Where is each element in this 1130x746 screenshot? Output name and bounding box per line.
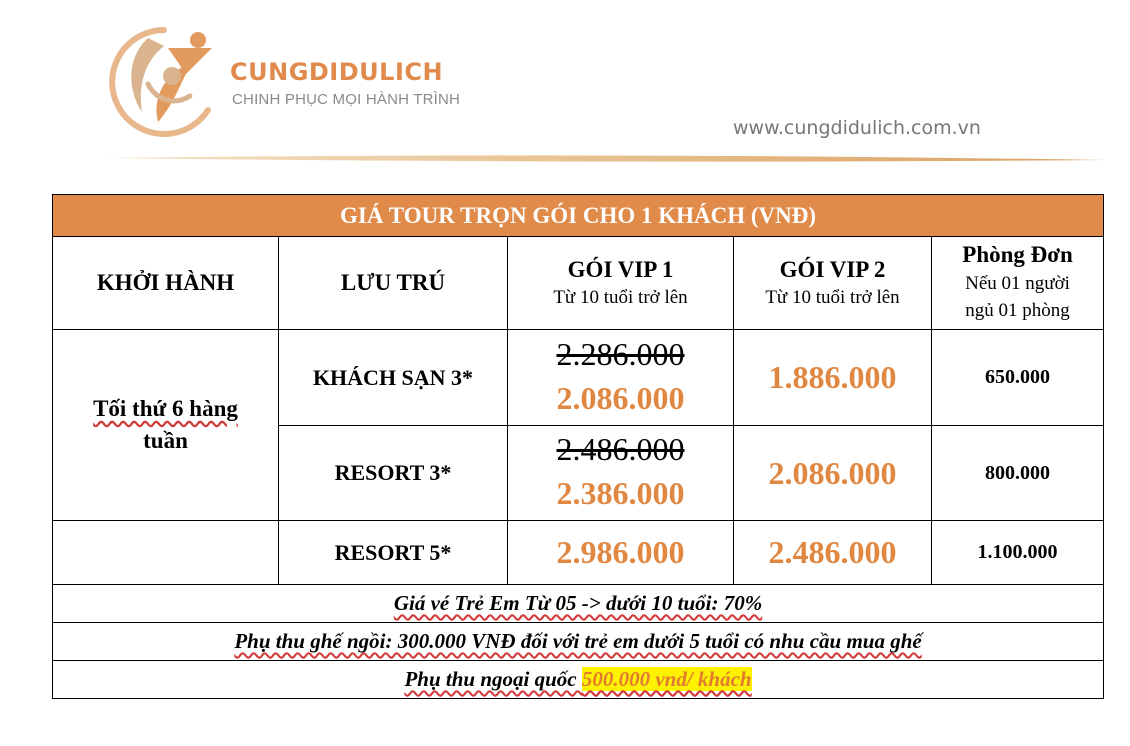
vip2-price-cell: 1.886.000: [734, 330, 932, 426]
table-title: GIÁ TOUR TRỌN GÓI CHO 1 KHÁCH (VNĐ): [53, 195, 1104, 237]
lodging-cell: RESORT 3*: [279, 426, 508, 521]
col-header-depart: KHỞI HÀNH: [53, 237, 279, 330]
website-url[interactable]: www.cungdidulich.com.vn: [733, 117, 981, 139]
single-room-price-cell: 800.000: [932, 426, 1104, 521]
col-header-vip1: [508, 237, 734, 330]
vip1-new-price: 2.386.000: [556, 475, 685, 511]
foreign-surcharge-label: Phụ thu ngoại quốc: [404, 667, 582, 691]
single-room-price-cell: 650.000: [932, 330, 1104, 426]
foreign-surcharge-amount: 500.000 vnd/ khách: [581, 667, 752, 691]
single-room-price-cell: 1.100.000: [932, 521, 1104, 585]
vip2-label: GÓI VIP 2: [779, 257, 886, 282]
depart-cell-empty: [53, 521, 279, 585]
note-seat-surcharge: Phụ thu ghế ngồi: 300.000 VNĐ đối với trẻ em dưới 5 tuổi có nhu cầu mua ghế: [53, 623, 1104, 661]
col-header-lodging: LƯU TRÚ: [279, 237, 508, 330]
brand-tagline: CHINH PHỤC MỌI HÀNH TRÌNH: [232, 91, 461, 108]
header-divider: [105, 152, 1105, 164]
tour-price-table: [52, 194, 1104, 699]
single-room-sub-2: ngủ 01 phòng: [965, 300, 1070, 321]
depart-line-2: tuần: [143, 428, 188, 453]
vip1-sublabel: Từ 10 tuổi trở lên: [553, 287, 688, 308]
single-room-label: Phòng Đơn: [962, 242, 1073, 267]
note-child-price: Giá vé Trẻ Em Từ 05 -> dưới 10 tuổi: 70%: [53, 585, 1104, 623]
col-header-vip2: [734, 237, 932, 330]
lodging-cell: KHÁCH SẠN 3*: [279, 330, 508, 426]
vip1-old-price: 2.286.000: [556, 335, 685, 372]
vip2-price-cell: 2.086.000: [734, 426, 932, 521]
vip1-price-cell: [508, 426, 734, 521]
vip1-new-price: 2.086.000: [556, 379, 685, 416]
vip1-label: GÓI VIP 1: [567, 257, 674, 282]
single-room-sub-1: Nếu 01 người: [965, 273, 1070, 294]
brand-name: CUNGDIDULICH: [230, 58, 444, 86]
depart-line-1: Tối thứ 6 hàng: [93, 396, 238, 421]
vip1-old-price: 2.486.000: [556, 431, 685, 467]
lodging-cell: RESORT 5*: [279, 521, 508, 585]
vip2-sublabel: Từ 10 tuổi trở lên: [765, 287, 900, 308]
vip1-price-cell: [508, 330, 734, 426]
note-foreign-surcharge: [53, 661, 1104, 699]
col-header-single-room: [932, 237, 1104, 330]
vip2-price-cell: 2.486.000: [734, 521, 932, 585]
brand-logo-icon: [108, 26, 220, 138]
vip1-price-cell: 2.986.000: [508, 521, 734, 585]
depart-cell: [53, 330, 279, 521]
